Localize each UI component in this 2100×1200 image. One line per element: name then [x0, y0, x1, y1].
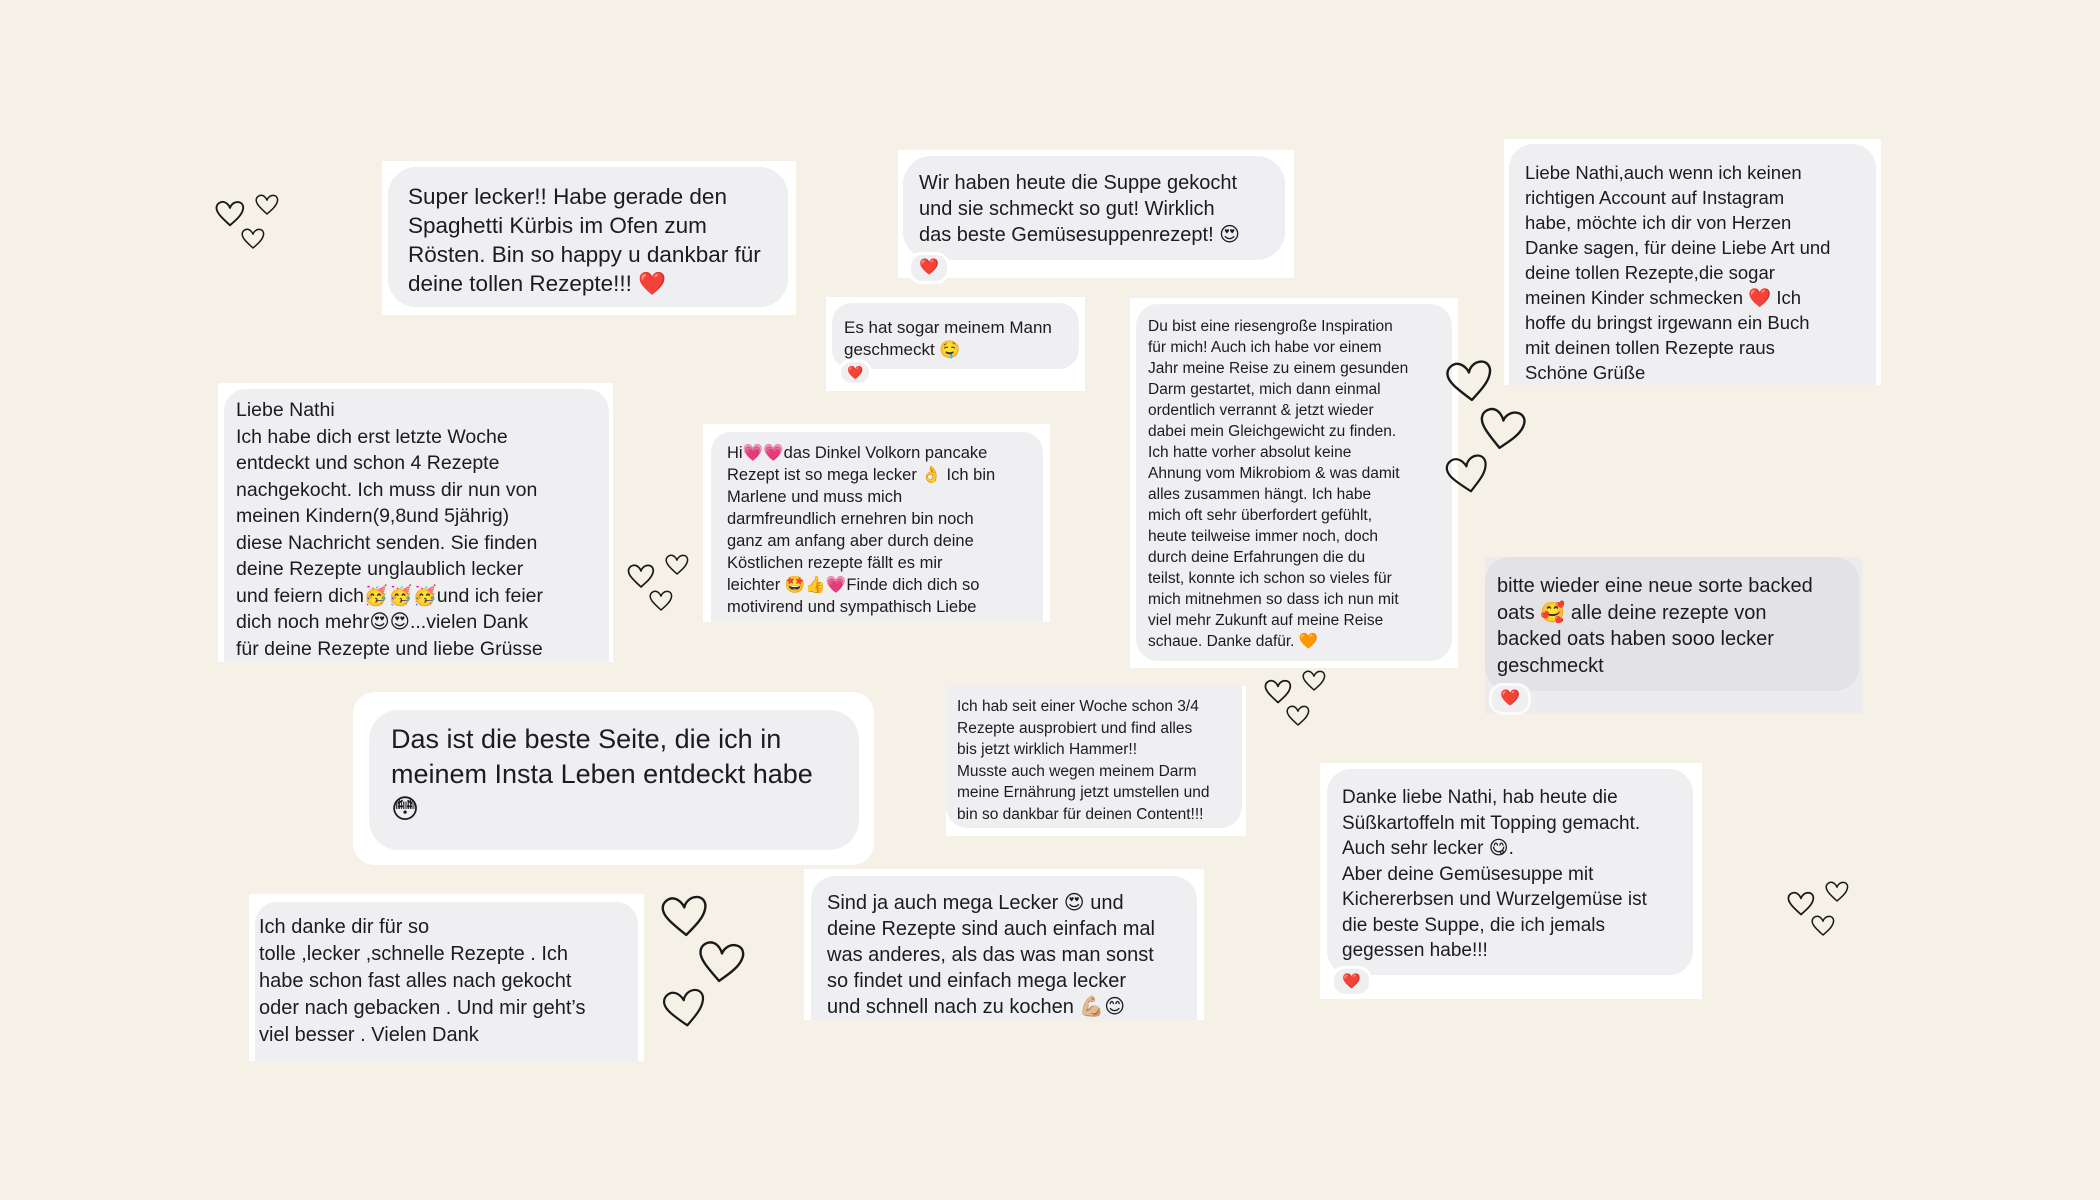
heart-reaction: ❤️: [1331, 966, 1372, 997]
heart-reaction: ❤️: [908, 252, 950, 284]
message-card: [898, 150, 1294, 278]
message-bubble: [369, 710, 859, 850]
message-text: Es hat sogar meinem Mann geschmeckt 🤤: [844, 318, 1052, 359]
message-card: [382, 161, 796, 315]
message-bubble: [711, 432, 1043, 622]
message-bubble: [1485, 557, 1859, 691]
message-text: Danke liebe Nathi, hab heute die Süßkartoffeln mit Topping gemacht. Auch sehr lecker 😋. Aber deine Gemüsesuppe mit Kichererbsen und Wurzelgemüse ist die beste Suppe, die ich jemals gegessen habe!!!: [1342, 787, 1647, 961]
message-card: [1485, 557, 1862, 714]
message-bubble: [811, 876, 1197, 1020]
message-bubble: [388, 167, 788, 307]
message-bubble: [1509, 144, 1876, 385]
message-bubble: [224, 389, 609, 662]
message-text: Ich hab seit einer Woche schon 3/4 Rezepte ausprobiert und find alles bis jetzt wirklich Hammer!! Musste auch wegen meinem Darm meine Ernährung jetzt umstellen und bin so dankbar für deinen Content!!!: [957, 698, 1210, 823]
message-text: Liebe Nathi Ich habe dich erst letzte Woche entdeckt und schon 4 Rezepte nachgekocht. Ich muss dir nun von meinen Kindern(9,8und 5jährig) diese Nachricht senden. Sie finden deine Rezepte unglaublich lecker und feiern dich🥳🥳🥳und ich feier dich noch mehr😍😍...vielen Dank für deine Rezepte und liebe Grüsse: [236, 399, 543, 660]
message-bubble: [832, 303, 1079, 369]
message-card: [826, 297, 1085, 391]
message-card: [218, 383, 613, 662]
message-text: Hi💗💗das Dinkel Volkorn pancake Rezept ist so mega lecker 👌 Ich bin Marlene und muss mich darmfreundlich ernehren bin noch ganz am anfang aber durch deine Köstlichen rezepte fällt es mir leichter 🤩👍💗Finde dich dich so motivirend und sympathisch Liebe: [727, 444, 996, 616]
message-text: Das ist die beste Seite, die ich in meinem Insta Leben entdeckt habe 😳: [391, 724, 813, 824]
message-bubble: [1327, 769, 1693, 975]
message-text: Sind ja auch mega Lecker 😍 und deine Rezepte sind auch einfach mal was anderes, als das was man sonst so findet und einfach mega lecker und schnell nach zu kochen 💪🏼😊: [827, 892, 1155, 1018]
message-bubble: [946, 686, 1242, 828]
message-text: Super lecker!! Habe gerade den Spaghetti Kürbis im Ofen zum Rösten. Bin so happy u dankbar für deine tollen Rezepte!!! ❤️: [408, 184, 761, 296]
message-text: Liebe Nathi,auch wenn ich keinen richtigen Account auf Instagram habe, möchte ich dir von Herzen Danke sagen, für deine Liebe Art und deine tollen Rezepte,die sogar meinen Kinder schmecken ❤️ Ich hoffe du bringst irgewann ein Buch mit deinen tollen Rezepte raus Schöne Grüße: [1525, 162, 1831, 383]
message-card: [353, 692, 874, 865]
message-text: Ich danke dir für so tolle ,lecker ,schnelle Rezepte . Ich habe schon fast alles nach gekocht oder nach gebacken . Und mir geht’s viel besser . Vielen Dank: [259, 916, 586, 1046]
message-card: [249, 894, 644, 1061]
message-card: [1320, 763, 1702, 999]
message-text: bitte wieder eine neue sorte backed oats 🥰 alle deine rezepte von backed oats haben sooo lecker geschmeckt: [1497, 575, 1813, 677]
message-text: Du bist eine riesengroße Inspiration für mich! Auch ich habe vor einem Jahr meine Reise zu einem gesunden Darm gestartet, mich dann einmal ordentlich verrannt & jetzt wieder dabei mein Gleichgewicht zu finden. Ich hatte vorher absolut keine Ahnung vom Mikrobiom & was damit alles zusammen hängt. Ich habe mich oft sehr überfordert gefühlt, heute teilweise immer noch, doch durch deine Erfahrungen die du teilst, konnte ich schon so vieles für mich mitnehmen so dass ich nun mit viel mehr Zukunft auf meine Reise schaue. Danke dafür. 🧡: [1148, 318, 1409, 650]
heart-reaction: ❤️: [838, 359, 872, 386]
message-bubble: [903, 156, 1285, 260]
message-text: Wir haben heute die Suppe gekocht und sie schmeckt so gut! Wirklich das beste Gemüsesuppenrezept! 😍: [919, 172, 1241, 246]
message-card: [946, 686, 1246, 836]
message-card: [1130, 298, 1458, 668]
message-card: [703, 424, 1050, 622]
heart-reaction: ❤️: [1489, 683, 1531, 715]
message-bubble: [1136, 304, 1452, 661]
message-card: [804, 869, 1204, 1020]
message-bubble: [255, 902, 638, 1061]
message-card: [1504, 139, 1881, 385]
